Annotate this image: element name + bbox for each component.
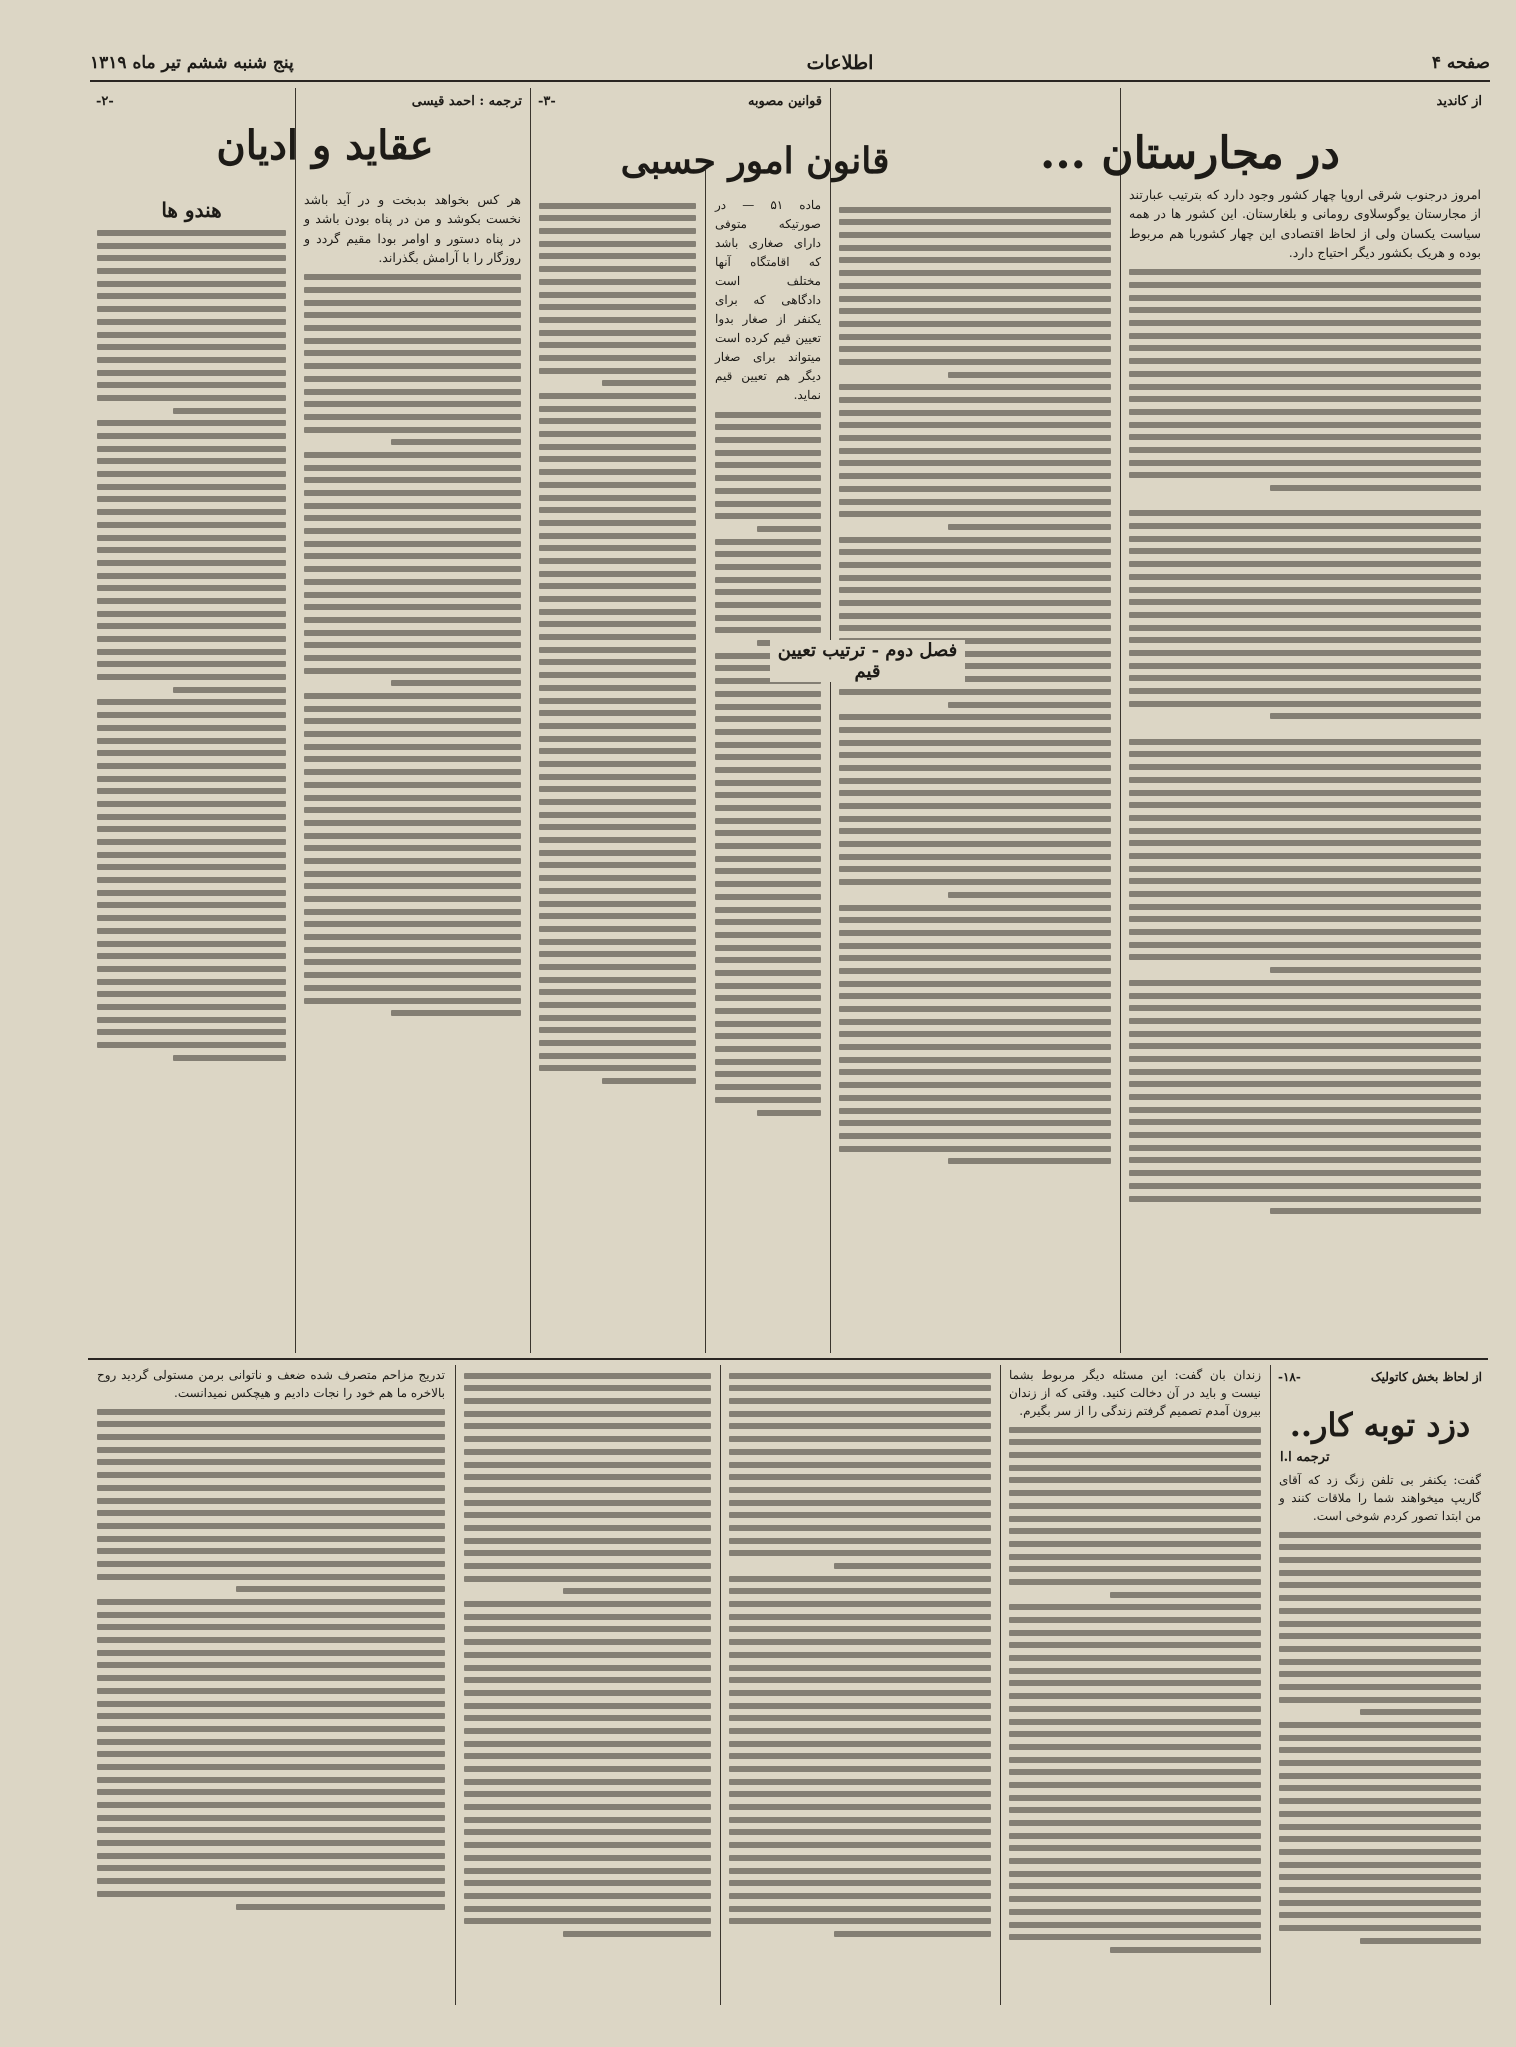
issue-date: پنج شنبه ششم تیر ماه ۱۳۱۹ [90,53,294,73]
page-number: صفحه ۴ [1431,53,1490,73]
law-section-heading: فصل دوم - ترتیب تعیین قیم [770,640,965,682]
section-divider [88,1358,1488,1360]
headline-beliefs-religions: عقاید و ادیان [216,122,434,169]
beliefs-lead: هر کس بخواهد بدبخت و در آید باشد نخست بکوشد و من در پناه بودن باشد و در پناه دستور و اوامر بودا مقیم گردد و روزگار را با آرامش بگذراند. [304,192,521,266]
article-number: -۳- [538,94,556,109]
headline-hungary: در مجارستان ... [1040,128,1340,179]
article-kicker: قوانین مصوبه [747,94,822,109]
article-kicker: از لحاظ بخش کاتولیک [1370,1370,1482,1384]
newspaper-name: اطلاعات [806,52,874,74]
article-hungary-continued [832,200,1118,1353]
article-repentant-thief [1272,1366,1488,2006]
thief-continued-lead: زندان بان گفت: این مسئله دیگر مربوط بشما نیست و باید در آن دخالت کنید. وقتی که از زندان بیرون آمدم تصمیم گرفتم زندگی را از سر بگیرم. [1009,1368,1261,1418]
article-translator: ترجمه ا.ا [1280,1450,1330,1465]
law-article-lead: ماده ۵۱ — در صورتیکه متوفی دارای صغاری باشد که اقامتگاه آنها مختلف است دادگاهی که برای یکنفر از صغار بدوا تعیین قیم کرده است میتواند برای صغار دیگر هم تعیین قیم نماید. [715,198,821,402]
law-text-right [708,196,828,1351]
thief-column-4 [457,1366,718,2006]
column-rule [830,88,831,1353]
law-text-left [532,196,703,1351]
article-number: -۱۸- [1278,1370,1301,1384]
thief-column-5 [90,1366,452,2006]
column-rule [720,1365,721,2005]
article-byline: ترجمه : احمد قیسی [411,94,522,109]
column-rule [1000,1365,1001,2005]
beliefs-text-left [90,190,293,1350]
thief-column-3 [722,1366,998,2006]
column-rule [530,88,531,1353]
beliefs-text-right [297,190,528,1350]
article-kicker: از کاندید [1436,94,1482,109]
article-number: -۲- [96,94,114,109]
thief-final-lead: تدریج مزاحم متصرف شده ضعف و ناتوانی برمن مستولی گردید روح بالاخره ما هم خود را نجات دادیم و هیچکس نمیدانست. [97,1368,445,1400]
headline-guardianship-law: قانون امور حسبی [620,140,890,182]
column-rule [1120,88,1121,1353]
thief-column-2 [1002,1366,1268,2006]
thief-lead: گفت: یکنفر بی تلفن زنگ زد که آقای گاریپ میخواهند شما را ملاقات کنند و من ابتدا تصور کردم شوخی است. [1279,1473,1481,1523]
headline-repentant-thief: دزد توبه کار.. [1289,1406,1471,1444]
subhead-hindus: هندو ها [161,198,222,222]
column-rule [455,1365,456,2005]
article-lead: امروز درجنوب شرقی اروپا چهار کشور وجود دارد که بترتیب عبارتند از مجارستان یوگوسلاوی رومانی و بلغارستان. این کشور ها در همه سیاست یکسان ولی از لحاظ اقتصادی این چهار کشوربا هم مربوط بوده و هریک بکشور دیگر احتیاج دارد. [1129,187,1481,261]
masthead [90,46,1490,82]
article-hungary [1122,90,1488,1353]
column-rule [1270,1365,1271,2005]
article-body [1122,269,1488,1214]
